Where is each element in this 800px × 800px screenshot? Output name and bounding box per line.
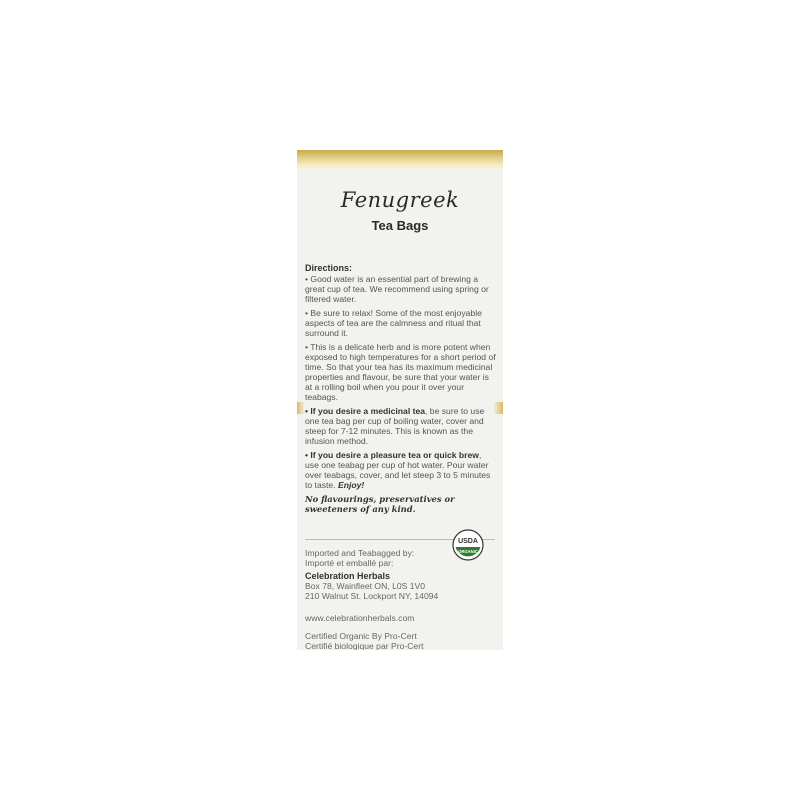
importer-line-en: Imported and Teabagged by: (305, 548, 415, 558)
importer-line-fr: Importé et emballé par: (305, 558, 394, 568)
direction-text: , use one teabag per cup of hot water. Pour water over teabags, cover, and let steep 3 to 5 minutes to taste. (305, 450, 491, 490)
direction-item (305, 450, 497, 490)
direction-text: , be sure to use one tea bag per cup of boiling water, cover and steep for 7-12 minutes. This is known as the infusion method. (305, 406, 485, 446)
certification-block (305, 631, 423, 650)
company-name: Celebration Herbals (305, 571, 391, 581)
address-canada: Box 78, Wainfleet ON, L0S 1V0 (305, 581, 426, 591)
direction-emphasis: • If you desire a pleasure tea or quick brew (305, 450, 479, 460)
certification-en: Certified Organic By Pro-Cert (305, 631, 417, 641)
direction-text: • Good water is an essential part of brewing a great cup of tea. We recommend using spring or filtered water. (305, 274, 489, 304)
no-additives-note: No flavourings, preservatives or sweeteners of any kind. (305, 494, 455, 514)
direction-text: • Be sure to relax! Some of the most enjoyable aspects of tea are the calmness and ritual that surround it. (305, 308, 482, 338)
product-name: Fenugreek (340, 188, 460, 212)
gold-trim-top (297, 150, 503, 170)
certification-fr: Certifié biologique par Pro-Cert (305, 641, 424, 650)
usda-seal-top-text: USDA (458, 538, 478, 545)
tea-box-side-panel (297, 150, 503, 650)
direction-item (305, 308, 497, 338)
usda-organic-seal-icon (452, 529, 484, 561)
importer-block (305, 548, 455, 601)
direction-item (305, 274, 497, 304)
directions-heading: Directions: (305, 263, 353, 273)
gold-trim-left (297, 402, 305, 414)
direction-emphasis: • If you desire a medicinal tea (305, 406, 426, 416)
usda-seal-bottom-text: ORGANIC (458, 549, 478, 554)
website-text: www.celebrationherbals.com (305, 613, 415, 623)
address-usa: 210 Walnut St. Lockport NY, 14094 (305, 591, 439, 601)
direction-text: • This is a delicate herb and is more potent when exposed to high temperatures for a short period of time. So that your tea has its maximum medicinal properties and flavour, be sure that your water is at a rolling boil when you pour it over your teabags. (305, 342, 496, 402)
direction-item (305, 342, 497, 402)
direction-item (305, 406, 497, 446)
directions-block (305, 263, 497, 514)
product-type: Tea Bags (371, 218, 429, 233)
direction-enjoy: Enjoy! (337, 480, 365, 490)
